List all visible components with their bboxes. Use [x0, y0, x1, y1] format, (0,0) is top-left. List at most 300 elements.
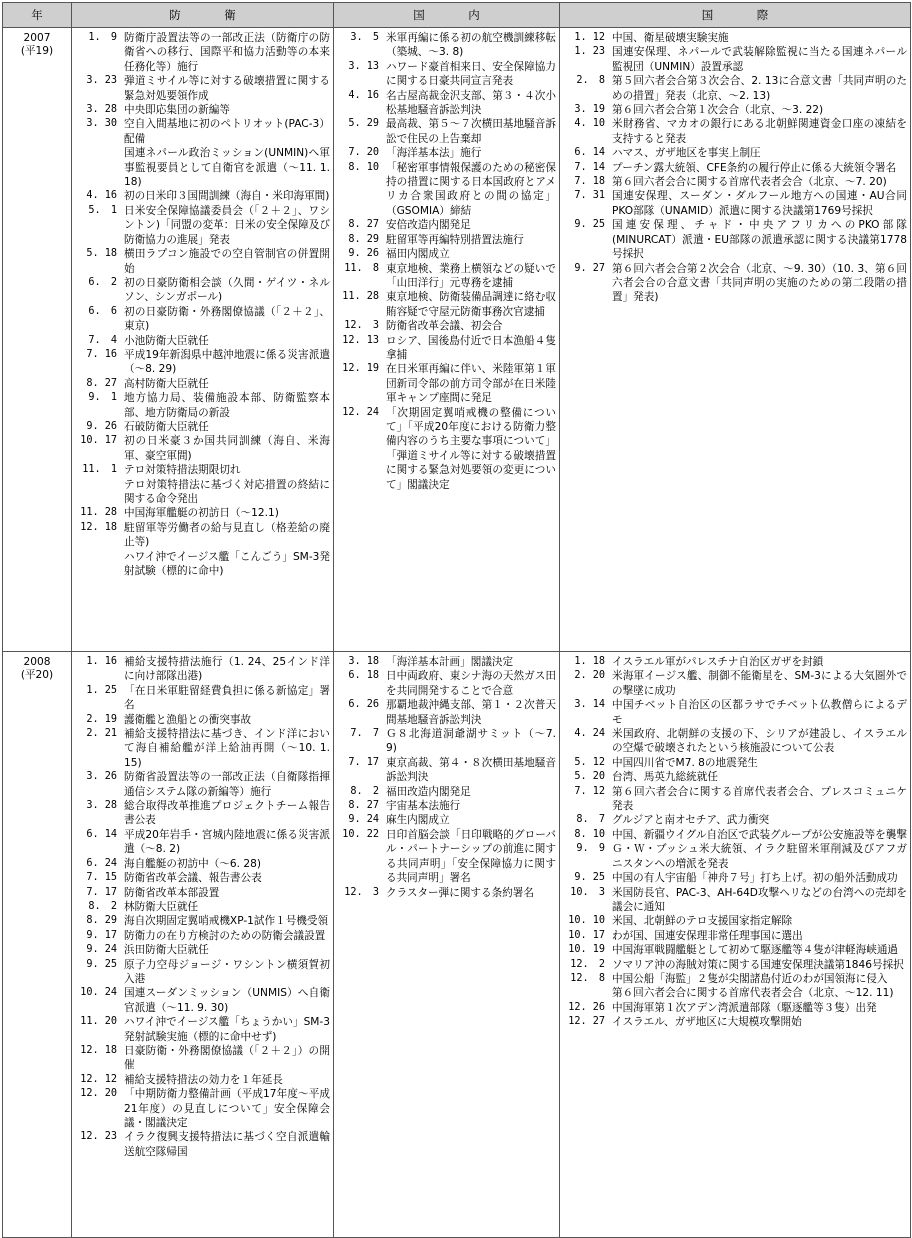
header-domestic: 国 内 — [334, 3, 560, 28]
event-text: 第５回六者会合第３次会合、2. 13に合意文書「共同声明のための措置」発表（北京、～2. 13) — [612, 75, 907, 102]
event-entry — [75, 506, 330, 520]
event-entry — [75, 74, 330, 103]
event-entry — [75, 713, 330, 727]
event-date: 7. 31 — [574, 190, 605, 202]
event-date: 5. 12 — [574, 756, 605, 768]
event-text: 総合取得改革推進プロジェクトチーム報告書公表 — [124, 800, 330, 827]
event-date: 10. 17 — [568, 929, 605, 941]
header-row — [3, 3, 911, 28]
event-text: 中国、新疆ウイグル自治区で武装グループが公安施設等を襲撃 — [612, 828, 907, 841]
event-date: 1. 18 — [574, 656, 605, 667]
event-text: 日印首脳会談「日印戦略的グローバル・パートナーシップの前進に関する共同声明」「安全保障協力に関する共同声明」署名 — [386, 828, 556, 885]
event-date: 8. 27 — [86, 377, 117, 389]
event-text: 中国海軍第１次アデン湾派遣部隊（駆逐艦等３隻）出発 — [612, 1001, 877, 1014]
event-entry — [75, 958, 330, 987]
event-entry — [75, 943, 330, 957]
event-date: 4. 10 — [574, 118, 605, 130]
event-date: 1. 12 — [574, 32, 605, 43]
event-date — [75, 146, 124, 189]
event-entry — [563, 669, 907, 698]
event-date: 10. 17 — [80, 435, 117, 447]
event-text: 米軍再編に係る初の航空機訓練移転（築城、～3. 8) — [386, 32, 556, 59]
year-row-2007 — [3, 28, 911, 652]
event-entry — [563, 914, 907, 928]
event-entry — [337, 290, 556, 319]
defense-cell — [72, 28, 334, 652]
event-text: 護衛艦と漁船との衝突事故 — [124, 713, 252, 726]
event-text: 海自次期固定翼哨戒機XP-1試作１号機受領 — [124, 915, 329, 928]
event-text: 第６回六者会合第１次会合（北京、～3. 22) — [612, 104, 824, 117]
event-date: 8. 27 — [348, 800, 379, 812]
event-date: 7. 14 — [574, 161, 605, 173]
event-text: 中国、衛星破壊実験実施 — [612, 32, 729, 44]
event-date: 8. 29 — [86, 915, 117, 927]
event-text: 駐留軍等労働者の給与見直し（格差給の廃止等) — [124, 521, 330, 549]
event-text: 国連安保理、チャド・中央アフリカへのPKO部隊(MINURCAT）派遣・EU部隊の派遣承認に関する決議第1778号採択 — [612, 219, 907, 261]
event-date: 3. 28 — [86, 104, 117, 116]
event-text: 補給支援特措法に基づき、インド洋において海自補給艦が洋上給油再開（～10. 1. 15) — [124, 728, 330, 769]
event-date: 7. 15 — [86, 872, 117, 884]
event-entry — [75, 377, 330, 391]
event-text: 米財務省、マカオの銀行にある北朝鮮関連資金口座の凍結を支持すると発表 — [612, 118, 907, 145]
event-text: 石破防衛大臣就任 — [124, 420, 209, 433]
event-text: 「秘密軍事情報保護のための秘密保持の措置に関する日本国政府とアメリカ合衆国政府との間の協定」（GSOMIA）締結 — [386, 161, 556, 217]
event-date: 7. 7 — [350, 728, 379, 740]
event-text: プーチン露大統領、CFE条約の履行停止に係る大統領令署名 — [612, 161, 897, 174]
event-entry — [337, 727, 556, 756]
event-text: 米海軍イージス艦、制御不能衛星を、SM-3による大気圏外での撃墜に成功 — [612, 670, 907, 697]
event-date: 11. 20 — [80, 1016, 117, 1028]
event-text: 第６回六者会合第２次会合（北京、～9. 30）（10. 3、第６回六者会合の合意文書「共同声明の実施のための第二段階の措置」発表) — [612, 262, 907, 304]
event-date: 9. 26 — [348, 248, 379, 260]
domestic-cell — [334, 28, 560, 652]
event-entry — [337, 669, 556, 698]
event-entry — [563, 74, 907, 103]
event-text: 初の日豪防衛・外務閣僚協議（「２＋２」、東京) — [124, 305, 330, 333]
event-entry — [75, 420, 330, 434]
event-entry — [75, 1015, 330, 1044]
event-entry — [75, 914, 330, 928]
event-date: 7. 20 — [348, 147, 379, 159]
event-entry — [75, 684, 330, 713]
event-date: 6. 14 — [86, 828, 117, 840]
event-date: 8. 10 — [348, 161, 379, 173]
event-entry — [75, 146, 330, 189]
event-date: 3. 30 — [86, 118, 117, 130]
event-date: 12. 18 — [80, 521, 117, 533]
event-text: Ｇ８北海道洞爺湖サミット（～7. 9) — [386, 728, 556, 755]
event-date: 12. 13 — [342, 334, 379, 346]
event-text: 駐留軍等再編特別措置法施行 — [386, 233, 524, 246]
event-entry — [75, 434, 330, 463]
event-entry — [75, 1087, 330, 1130]
event-entry — [75, 31, 330, 74]
event-text: 中国海軍戦闘艦艇として初めて駆逐艦等４隻が津軽海峡通過 — [612, 944, 899, 957]
event-text: 最高裁、第５～７次横田基地騒音訴訟で住民の上告棄却 — [386, 118, 556, 145]
event-entry — [563, 1001, 907, 1015]
event-date: 9. 25 — [574, 872, 605, 884]
event-text: グルジアと南オセチア、武力衝突 — [612, 814, 770, 827]
event-text: 在日米軍再編に伴い、米陸軍第１軍団新司令部の前方司令部が在日米陸軍キャンプ座間に発足 — [386, 363, 556, 405]
event-text: テロ対策特措法期限切れ — [124, 464, 241, 477]
event-entry — [337, 146, 556, 160]
international-cell — [560, 652, 911, 1238]
event-date: 12. 20 — [80, 1088, 117, 1100]
event-text: 第６回六者会合に関する首席代表者会合（北京、～12. 11) — [612, 987, 894, 1000]
year-era: (平20) — [20, 669, 54, 681]
event-text: 中国の有人宇宙船「神舟７号」打ち上げ。初の船外活動成功 — [612, 872, 898, 885]
event-text: 中国四川省でM7. 8の地震発生 — [612, 756, 758, 769]
event-entry — [563, 871, 907, 885]
event-text: 原子力空母ジョージ・ワシントン横須賀初入港 — [124, 958, 330, 985]
international-cell — [560, 28, 911, 652]
event-date: 1. 23 — [574, 46, 605, 58]
event-text: 「海洋基本計画」閣議決定 — [386, 656, 514, 668]
event-text: クラスター弾に関する条約署名 — [386, 886, 534, 899]
event-date — [563, 986, 612, 1000]
event-entry — [75, 348, 330, 377]
event-text: 国連ネパール政治ミッション(UNMIN)へ軍事監視要員として自衛官を派遣（～11. 1. 18) — [124, 147, 330, 189]
event-date: 3. 5 — [350, 32, 379, 43]
event-entry — [337, 698, 556, 727]
event-text: 東京地検、業務上横領などの疑いで「山田洋行」元専務を逮捕 — [386, 262, 556, 289]
event-date: 8. 27 — [348, 219, 379, 231]
header-defense: 防 衛 — [72, 3, 334, 28]
event-text: イスラエル軍がパレスチナ自治区ガザを封鎖 — [612, 656, 824, 668]
event-text: イスラエル、ガザ地区に大規模攻撃開始 — [612, 1016, 802, 1029]
event-text: 防衛省改革会議、初会合 — [386, 320, 503, 333]
event-date: 4. 24 — [574, 728, 605, 740]
event-text: 「海洋基本法」施行 — [386, 147, 482, 160]
event-entry — [337, 60, 556, 89]
event-entry — [563, 756, 907, 770]
event-text: 東京地検、防衛装備品調達に絡む収賄容疑で守屋元防衛事務次官逮捕 — [386, 291, 556, 318]
event-entry — [563, 813, 907, 827]
event-text: 国連安保理、スーダン・ダルフール地方への国連・AU合同PKO部隊（UNAMID）派遣に関する決議第1769号採択 — [612, 190, 907, 217]
event-entry — [75, 770, 330, 799]
event-text: 防衛庁設置法等の一部改正法（防衛庁の防衛省への移行、国際平和協力活動等の本来任務化等）施行 — [124, 32, 330, 73]
event-text: ハワード豪首相来日、安全保障協力に関する日豪共同宣言発表 — [386, 60, 556, 88]
event-entry — [75, 1130, 330, 1159]
event-text: 米国政府、北朝鮮の支援の下、シリアが建設し、イスラエルの空爆で破壊されたという核施設について公表 — [612, 728, 907, 755]
event-date: 3. 23 — [86, 75, 117, 87]
event-text: ハマス、ガザ地区を事実上制圧 — [612, 147, 761, 160]
event-text: 平成20年岩手・宮城内陸地震に係る災害派遣（～8. 2) — [124, 828, 330, 856]
event-entry — [563, 31, 907, 45]
header-year: 年 — [3, 3, 72, 28]
event-text: 「次期固定翼哨戒機の整備について」「平成20年度における防衛力整備内容のうち主要な事項について」「弾道ミサイル等に対する破壊措置に関する緊急対処要領の変更について」閣議決定 — [386, 406, 556, 491]
event-date: 3. 13 — [348, 60, 379, 72]
event-entry — [563, 189, 907, 218]
event-text: 防衛力の在り方検討のための防衛会議設置 — [124, 929, 326, 942]
event-entry — [563, 45, 907, 74]
event-text: 米国防長官、PAC-3、AH-64D攻撃ヘリなどの台湾への売却を議会に通知 — [612, 886, 907, 913]
event-text: 地方協力局、装備施設本部、防衛監察本部、地方防衛局の新設 — [124, 392, 330, 419]
event-date: 7. 12 — [574, 785, 605, 797]
event-entry — [563, 929, 907, 943]
event-entry — [75, 886, 330, 900]
event-text: 国連安保理、ネパールで武装解除監視に当たる国連ネパール監視団（UNMIN）設置承認 — [612, 46, 907, 73]
event-entry — [75, 305, 330, 334]
event-entry — [563, 103, 907, 117]
event-entry — [563, 175, 907, 189]
event-date: 11. 28 — [342, 291, 379, 303]
event-text: ロシア、国後島付近で日本漁船４隻拿捕 — [386, 334, 556, 361]
event-text: 安倍改造内閣発足 — [386, 219, 471, 232]
event-date: 9. 26 — [86, 420, 117, 432]
event-entry — [75, 463, 330, 477]
event-date: 9. 27 — [574, 262, 605, 274]
chronology-table — [2, 2, 911, 1238]
event-date: 2. 21 — [86, 728, 117, 740]
event-entry — [563, 146, 907, 160]
domestic-cell — [334, 652, 560, 1238]
year-cell — [3, 28, 72, 652]
event-entry — [337, 161, 556, 219]
event-date: 12. 12 — [80, 1073, 117, 1085]
event-entry — [75, 857, 330, 871]
event-date: 2. 20 — [574, 670, 605, 682]
event-date: 8. 29 — [348, 233, 379, 245]
event-entry — [75, 247, 330, 276]
event-date: 11. 8 — [344, 262, 379, 274]
event-date: 3. 19 — [574, 104, 605, 116]
event-entry — [563, 655, 907, 669]
event-date: 12. 8 — [570, 972, 605, 984]
event-text: 名古屋高裁金沢支部、第３・４次小松基地騒音訴訟判決 — [386, 89, 556, 117]
event-date: 10. 22 — [342, 828, 379, 840]
event-date: 6. 18 — [348, 670, 379, 682]
event-entry — [337, 655, 556, 669]
event-text: 麻生内閣成立 — [386, 814, 450, 827]
event-date: 9. 25 — [574, 219, 605, 231]
event-text: 補給支援特措法施行（1. 24、25インド洋に向け部隊出港) — [124, 656, 330, 683]
event-date — [75, 478, 124, 507]
event-text: 林防衛大臣就任 — [124, 900, 199, 913]
year-row-2008 — [3, 652, 911, 1238]
event-text: ハワイ沖でイージス艦「こんごう」SM-3発射試験（標的に命中) — [124, 550, 330, 578]
event-date: 7. 17 — [348, 756, 379, 768]
event-text: 横田ラプコン施設での空自管制官の併置開始 — [124, 248, 330, 275]
event-date: 4. 16 — [86, 190, 117, 202]
event-text: 日中両政府、東シナ海の天然ガス田を共同開発することで合意 — [386, 670, 556, 697]
event-date: 6. 24 — [86, 857, 117, 869]
event-date: 9. 25 — [86, 958, 117, 970]
event-entry — [563, 943, 907, 957]
event-date: 1. 25 — [86, 684, 117, 696]
event-text: 国連スーダンミッション（UNMIS）へ自衛官派遣（～11. 9. 30) — [124, 987, 330, 1014]
event-entry — [75, 799, 330, 828]
event-date: 12. 23 — [80, 1131, 117, 1143]
event-entry — [337, 362, 556, 405]
event-text: 海自艦艇の初訪中（～6. 28) — [124, 857, 262, 870]
event-text: 宇宙基本法施行 — [386, 800, 461, 813]
event-entry — [75, 521, 330, 550]
event-entry — [337, 334, 556, 363]
event-text: わが国、国連安保理非常任理事国に選出 — [612, 929, 803, 942]
event-date: 9. 17 — [86, 929, 117, 941]
event-date: 7. 17 — [86, 886, 117, 898]
event-entry — [563, 770, 907, 784]
event-entry — [563, 218, 907, 261]
event-entry — [563, 785, 907, 814]
event-text: 初の日米印３国間訓練（海自・米印海軍間) — [124, 190, 330, 203]
event-text: 「在日米軍駐留経費負担に係る新協定」署名 — [124, 684, 330, 712]
event-date: 2. 19 — [86, 713, 117, 725]
event-entry — [75, 391, 330, 420]
event-date: 11. 28 — [80, 507, 117, 519]
event-date: 3. 26 — [86, 771, 117, 783]
event-entry — [337, 813, 556, 827]
event-text: 中国チベット自治区の区都ラサでチベット仏教僧らによるデモ — [612, 699, 907, 726]
event-entry — [75, 189, 330, 203]
event-date: 12. 19 — [342, 363, 379, 375]
event-entry — [337, 117, 556, 146]
event-entry — [337, 785, 556, 799]
event-text: 日米安全保障協議委員会（「２＋２」、ワシントン)「同盟の変革：日米の安全保障及び防衛協力の進展」発表 — [124, 204, 330, 246]
event-date: 8. 2 — [350, 785, 379, 797]
event-date: 12. 3 — [344, 320, 379, 332]
event-date: 11. 1 — [82, 464, 117, 476]
event-text: 中央即応集団の新編等 — [124, 104, 230, 117]
event-date: 9. 24 — [348, 814, 379, 826]
event-entry — [563, 161, 907, 175]
event-text: 防衛省改革会議、報告書公表 — [124, 872, 262, 885]
event-text: 第６回六者会合に関する首席代表者会合（北京、～7. 20) — [612, 176, 887, 189]
event-entry — [337, 233, 556, 247]
event-date: 9. 9 — [576, 843, 605, 855]
event-text: 「中期防衛力整備計画（平成17年度～平成21年度）の見直しについて」安全保障会議・閣議決定 — [124, 1088, 330, 1129]
event-text: 浜田防衛大臣就任 — [124, 944, 209, 957]
event-entry — [337, 262, 556, 291]
event-entry — [563, 958, 907, 972]
event-date: 12. 27 — [568, 1016, 605, 1028]
event-entry — [75, 727, 330, 770]
event-text: 補給支援特措法の効力を１年延長 — [124, 1073, 283, 1086]
event-entry — [75, 334, 330, 348]
event-entry — [75, 655, 330, 684]
event-date: 6. 2 — [88, 276, 117, 288]
event-date: 3. 14 — [574, 699, 605, 711]
event-entry — [75, 478, 330, 507]
event-date: 12. 26 — [568, 1001, 605, 1013]
event-entry — [563, 1015, 907, 1029]
event-date: 9. 1 — [88, 392, 117, 404]
event-entry — [75, 1044, 330, 1073]
event-entry — [337, 89, 556, 118]
event-date: 12. 2 — [570, 958, 605, 970]
event-text: 中国公船「海監」２隻が尖閣諸島付近のわが国領海に侵入 — [612, 972, 888, 985]
event-text: イラク復興支援特措法に基づく空自派遣輸送航空隊帰国 — [124, 1131, 330, 1158]
event-text: 平成19年新潟県中越沖地震に係る災害派遣（～8. 29) — [124, 348, 330, 376]
event-text: 小池防衛大臣就任 — [124, 334, 209, 347]
event-date: 5. 18 — [86, 248, 117, 260]
event-date: 5. 1 — [88, 204, 117, 216]
year-label: 2007 — [23, 32, 51, 44]
event-text: ハワイ沖でイージス艦「ちょうかい」SM-3発射試験実施（標的に命中せず) — [124, 1016, 330, 1043]
event-date: 5. 29 — [348, 118, 379, 130]
event-text: 防衛省改革本部設置 — [124, 886, 220, 899]
event-date: 5. 20 — [574, 771, 605, 783]
event-text: 台湾、馬英九総統就任 — [612, 771, 718, 784]
year-era: (平19) — [20, 45, 54, 57]
event-entry — [75, 276, 330, 305]
event-text: 那覇地裁沖縄支部、第１・２次普天間基地騒音訴訟判決 — [386, 699, 556, 726]
event-entry — [563, 972, 907, 986]
event-text: 日豪防衛・外務閣僚協議（「２＋２」）の開催 — [124, 1044, 330, 1072]
event-entry — [337, 247, 556, 261]
event-date: 6. 14 — [574, 147, 605, 159]
event-date: 10. 24 — [80, 987, 117, 999]
year-label: 2008 — [23, 656, 51, 668]
event-entry — [75, 986, 330, 1015]
event-text: Ｇ・Ｗ・ブッシュ米大統領、イラク駐留米軍削減及びアフガニスタンへの増派を発表 — [612, 843, 907, 870]
event-date: 10. 3 — [570, 886, 605, 898]
event-text: 福田内閣成立 — [386, 248, 450, 261]
event-text: 中国海軍艦艇の初訪日（～12.1) — [124, 507, 279, 520]
event-date: 4. 16 — [348, 89, 379, 101]
event-entry — [337, 319, 556, 333]
event-text: 空自入間基地に初のペトリオット(PAC-3）配備 — [124, 118, 330, 145]
event-text: 防衛省設置法等の一部改正法（自衛隊指揮通信システム隊の新編等）施行 — [124, 771, 330, 798]
event-text: テロ対策特措法に基づく対応措置の終結に関する命令発出 — [124, 478, 330, 505]
event-date: 8. 7 — [576, 814, 605, 826]
event-date: 1. 16 — [86, 656, 117, 667]
event-entry — [337, 218, 556, 232]
event-text: 高村防衛大臣就任 — [124, 377, 209, 390]
event-text: ソマリア沖の海賊対策に関する国連安保理決議第1846号採択 — [612, 958, 904, 971]
defense-cell — [72, 652, 334, 1238]
event-entry — [337, 886, 556, 900]
event-entry — [563, 262, 907, 305]
event-date: 1. 9 — [88, 32, 117, 43]
event-entry — [75, 103, 330, 117]
event-date: 10. 10 — [568, 915, 605, 927]
event-entry — [337, 756, 556, 785]
event-entry — [337, 31, 556, 60]
event-entry — [75, 204, 330, 247]
event-date: 7. 16 — [86, 348, 117, 360]
event-entry — [337, 828, 556, 886]
event-date: 8. 2 — [88, 900, 117, 912]
event-text: 福田改造内閣発足 — [386, 785, 471, 798]
event-entry — [337, 406, 556, 492]
event-date: 7. 18 — [574, 176, 605, 188]
event-entry — [75, 117, 330, 146]
event-date: 6. 26 — [348, 699, 379, 711]
event-date — [75, 550, 124, 579]
event-entry — [75, 550, 330, 579]
event-entry — [563, 828, 907, 842]
event-date: 8. 10 — [574, 828, 605, 840]
event-text: 初の日豪防衛相会談（久間・ゲイツ・ネルソン、シンガポール) — [124, 276, 330, 304]
event-date: 7. 4 — [88, 334, 117, 346]
event-date: 2. 8 — [576, 75, 605, 87]
event-date: 12. 3 — [344, 886, 379, 898]
event-text: 第６回六者会合に関する首席代表者会合、プレスコミュニケ発表 — [612, 785, 907, 813]
event-date: 3. 28 — [86, 800, 117, 812]
event-entry — [563, 886, 907, 915]
event-entry — [75, 900, 330, 914]
event-date: 6. 6 — [88, 305, 117, 317]
event-entry — [75, 871, 330, 885]
event-entry — [563, 986, 907, 1000]
event-date: 3. 18 — [348, 656, 379, 667]
event-date: 10. 19 — [568, 944, 605, 956]
event-entry — [563, 698, 907, 727]
event-date: 12. 18 — [80, 1044, 117, 1056]
event-entry — [337, 799, 556, 813]
